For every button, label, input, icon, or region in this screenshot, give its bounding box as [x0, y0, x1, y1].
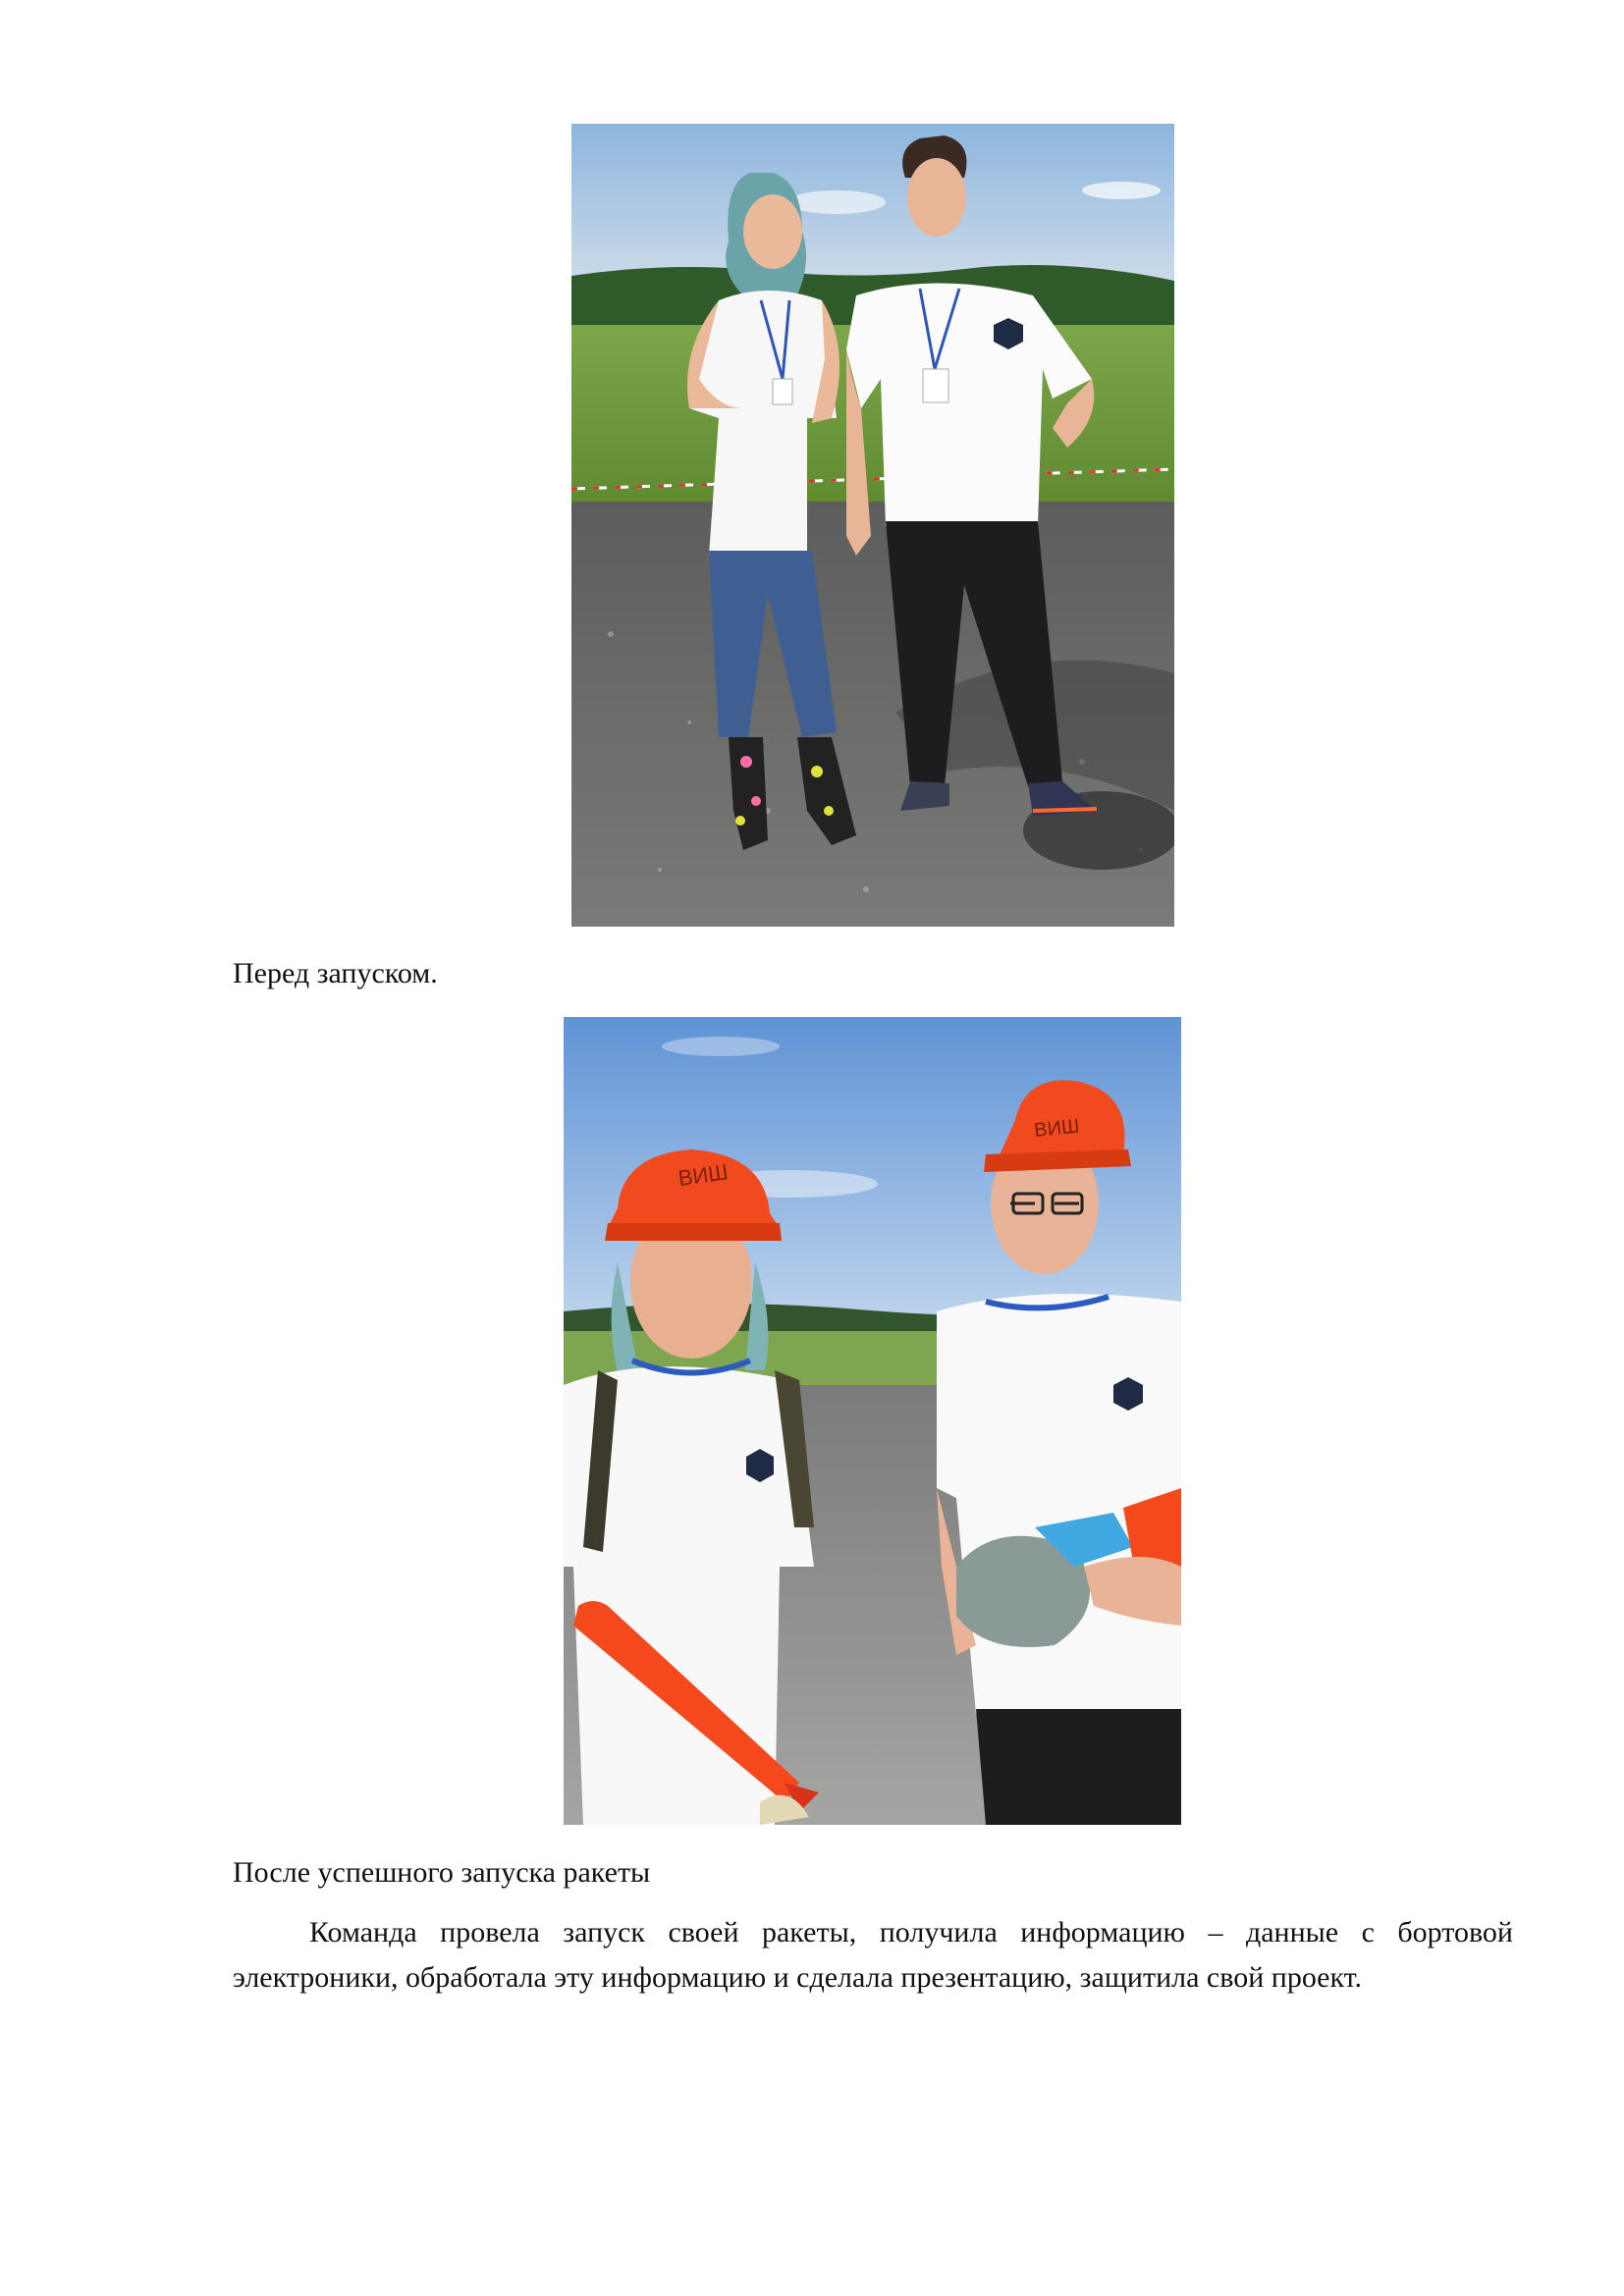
photo-after-launch-image: [564, 1017, 1181, 1825]
body-paragraph: Команда провела запуск своей ракеты, получила информацию – данные с бортовой электроники, обработала эту информацию и сделала презентацию, защитила свой проект.: [233, 1916, 1513, 1994]
helmet-label-girl: ВИШ: [677, 1159, 730, 1191]
helmet-label-boy: ВИШ: [1033, 1115, 1081, 1142]
caption-after-launch: После успешного запуска ракеты: [233, 1856, 651, 1889]
caption-before-launch: Перед запуском.: [233, 957, 438, 989]
photo-after-launch: [564, 1017, 1181, 1825]
photo-before-launch-image: [571, 124, 1174, 927]
photo-before-launch: [571, 124, 1174, 927]
